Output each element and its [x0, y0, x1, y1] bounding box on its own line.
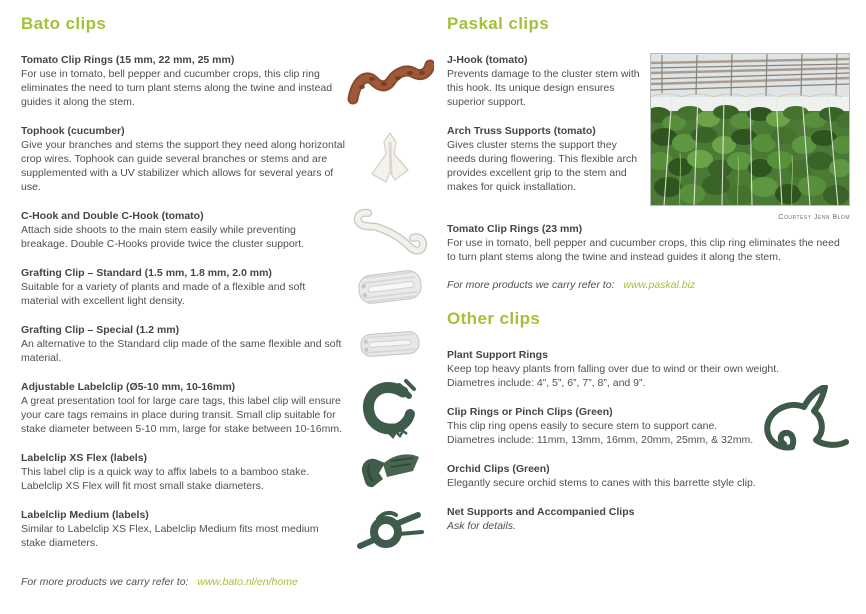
- pinch-clip-image: [758, 385, 850, 470]
- product-description-line2: Diametres include: 4”, 5”, 6”, 7”, 8”, and 9”.: [447, 377, 646, 389]
- labelclip-xs-flex-image: [345, 449, 435, 495]
- product-labelclip-xs-flex: [21, 451, 435, 493]
- labelclip-medium-image: [345, 503, 435, 555]
- product-description: A great presentation tool for large care tags, this label clip will ensure your care tags remains in place during transit. Small clip suitable for stake diameter between 5-10 mm, large for stake between 10-16mm.: [21, 395, 342, 435]
- product-arch-truss-supports: [447, 124, 640, 194]
- product-description: Attach side shoots to the main stem easily while preventing breakage. Double C-Hooks provide twice the cluster support.: [21, 224, 305, 250]
- product-description: An alternative to the Standard clip made of the same flexible and soft material.: [21, 338, 342, 364]
- footer-label: For more products we carry refer to:: [21, 576, 189, 588]
- product-description: For use in tomato, bell pepper and cucumber crops, this clip ring eliminates the need to turn plant stems along the twine and instead guides it along the stem.: [447, 237, 840, 263]
- right-column: [447, 14, 850, 548]
- tomato-clip-ring-image: [345, 53, 435, 109]
- product-adjustable-labelclip: [21, 380, 435, 436]
- bato-website-link[interactable]: www.bato.nl/en/home: [197, 576, 298, 588]
- product-title: Grafting Clip – Special (1.2 mm): [21, 324, 180, 336]
- product-title: C-Hook and Double C-Hook (tomato): [21, 210, 204, 222]
- bato-footer: [21, 576, 435, 588]
- paskal-footer: [447, 279, 850, 291]
- tophook-image: [345, 130, 435, 188]
- product-text: [21, 53, 345, 109]
- product-description-line2: Diametres include: 11mm, 13mm, 16mm, 20mm, 25mm, & 32mm.: [447, 434, 754, 446]
- product-title: Tophook (cucumber): [21, 125, 125, 137]
- product-title: Tomato Clip Rings (15 mm, 22 mm, 25 mm): [21, 54, 235, 66]
- product-title: Plant Support Rings: [447, 349, 548, 361]
- other-heading: Other clips: [447, 309, 541, 328]
- product-text: [21, 209, 345, 251]
- product-description: Similar to Labelclip XS Flex, Labelclip Medium fits most medium stake diameters.: [21, 523, 319, 549]
- product-text: [21, 508, 345, 550]
- product-description: Elegantly secure orchid stems to canes with this barrette style clip.: [447, 477, 756, 489]
- product-text: [21, 380, 345, 436]
- grafting-clip-special-image: [345, 324, 435, 364]
- product-description: Prevents damage to the cluster stem with this hook. Its unique design ensures superior support.: [447, 68, 640, 108]
- product-description: Keep top heavy plants from falling over due to wind or their own weight.: [447, 363, 780, 375]
- other-section: [447, 309, 850, 533]
- product-labelclip-medium: [21, 508, 435, 550]
- product-j-hook: [447, 53, 640, 109]
- product-text: [21, 323, 345, 365]
- product-tomato-clip-rings: [21, 53, 435, 109]
- bato-section: [21, 14, 435, 588]
- paskal-text-column: [447, 53, 640, 209]
- product-text: [21, 124, 345, 194]
- product-title: Labelclip XS Flex (labels): [21, 452, 148, 464]
- product-description: Give your branches and stems the support they need along horizontal crop wires. Tophook can guide several branches or stems and are supplemented with a UV stabilizer which allows for several years of use.: [21, 139, 345, 193]
- product-title: Adjustable Labelclip (Ø5-10 mm, 10-16mm): [21, 381, 236, 393]
- product-title: Labelclip Medium (labels): [21, 509, 149, 521]
- product-title: Net Supports and Accompanied Clips: [447, 506, 635, 518]
- adjustable-labelclip-image: [345, 376, 435, 440]
- product-text: [21, 451, 345, 493]
- paskal-row: [447, 53, 850, 222]
- product-description: Suitable for a variety of plants and made of a flexible and soft material with excellent light density.: [21, 281, 306, 307]
- paskal-heading: Paskal clips: [447, 14, 550, 33]
- product-description: Ask for details.: [447, 520, 516, 532]
- greenhouse-photo: [650, 53, 850, 222]
- product-grafting-clip-special: [21, 323, 435, 365]
- product-title: Arch Truss Supports (tomato): [447, 125, 596, 137]
- paskal-section: [447, 14, 850, 291]
- product-plant-support-rings: [447, 348, 850, 390]
- product-c-hook: [21, 209, 435, 251]
- product-net-supports: [447, 505, 850, 533]
- product-tomato-clip-rings-23: [447, 222, 850, 264]
- product-description: This label clip is a quick way to affix labels to a bamboo stake. Labelclip XS Flex will fit most small stake diameters.: [21, 466, 310, 492]
- product-title: Tomato Clip Rings (23 mm): [447, 223, 583, 235]
- product-title: Orchid Clips (Green): [447, 463, 550, 475]
- product-description: For use in tomato, bell pepper and cucumber crops, this clip ring eliminates the need to turn plant stems along the twine and instead guides it along the stem.: [21, 68, 333, 108]
- product-description: This clip ring opens easily to secure stem to support cane.: [447, 420, 718, 432]
- paskal-website-link[interactable]: www.paskal.biz: [623, 279, 696, 291]
- footer-label: For more products we carry refer to:: [447, 279, 615, 291]
- product-title: J-Hook (tomato): [447, 54, 528, 66]
- c-hook-image: [345, 201, 435, 259]
- product-title: Grafting Clip – Standard (1.5 mm, 1.8 mm, 2.0 mm): [21, 267, 272, 279]
- product-grafting-clip-standard: [21, 266, 435, 308]
- bato-heading: Bato clips: [21, 14, 107, 33]
- grafting-clip-standard-image: [345, 264, 435, 310]
- product-description: Gives cluster stems the support they needs during flowering. This flexible arch provides excellent grip to the stem and makes for quick installation.: [447, 139, 638, 193]
- photo-caption: Courtesy Jenn Blom: [778, 214, 850, 221]
- product-title: Clip Rings or Pinch Clips (Green): [447, 406, 613, 418]
- product-tophook: [21, 124, 435, 194]
- product-text: [21, 266, 345, 308]
